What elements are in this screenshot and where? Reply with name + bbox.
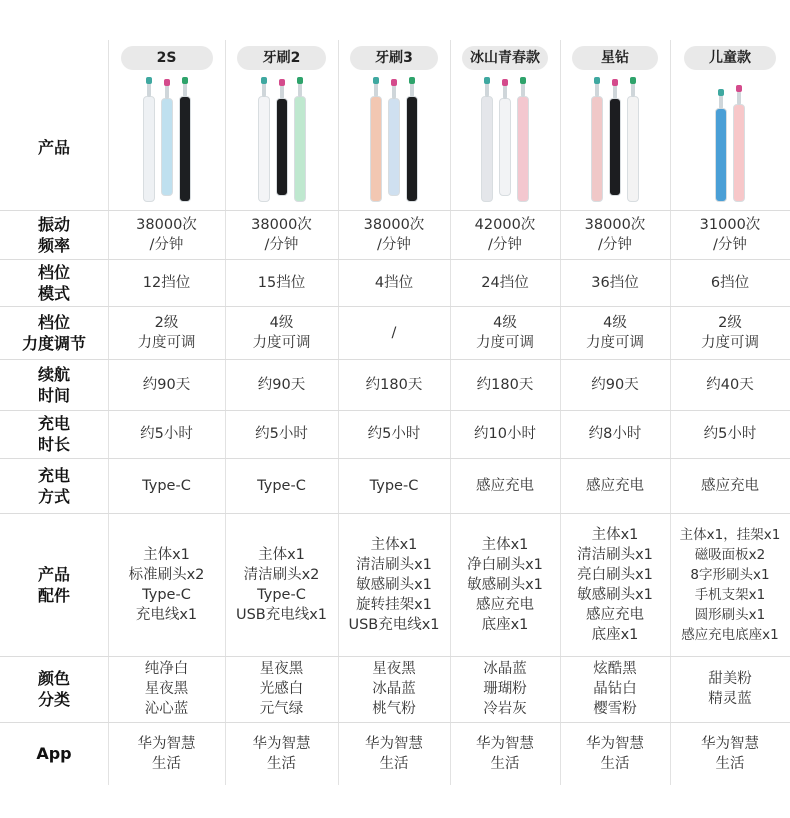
cell-force: 4级 力度可调 [252, 314, 311, 351]
cell-package: 主体x1，挂架x1 磁吸面板x2 8字形刷头x1 手机支架x1 圆形刷头x1 感应充电底座x1 [679, 526, 781, 643]
toothbrush-bristles [373, 77, 379, 84]
toothbrush-neck [165, 85, 169, 99]
cell-gear: 6挡位 [710, 274, 750, 291]
cell-app: 华为智慧 生活 [586, 735, 644, 772]
cell-app: 华为智慧 生活 [252, 735, 311, 772]
cell-app: 华为智慧 生活 [365, 735, 423, 772]
cell-colors: 星夜黑 冰晶蓝 桃气粉 [372, 661, 416, 717]
cell-battery: 约180天 [365, 376, 423, 393]
cell-charge-time: 约10小时 [474, 426, 536, 442]
toothbrush-neck [280, 85, 284, 99]
cell-charge-method: Type-C [257, 477, 306, 494]
toothbrush-bristles [502, 79, 508, 86]
row-label-gear: 档位 模式 [37, 262, 70, 303]
toothbrush-neck [613, 85, 617, 99]
row-label-charge-method: 充电 方式 [37, 465, 70, 506]
toothbrush-bristles [391, 79, 397, 86]
cell-force: 2级 力度可调 [701, 314, 759, 351]
row-label-product: 产品 [37, 137, 70, 157]
toothbrush-neck [374, 83, 378, 97]
product-image [450, 84, 560, 202]
column-header: 星钻 [572, 46, 658, 70]
product-image [560, 84, 670, 202]
toothbrush-bristles [261, 77, 267, 84]
toothbrush-neck [410, 83, 414, 97]
toothbrush-neck [298, 83, 302, 97]
cell-vibration: 38000次 /分钟 [584, 216, 646, 253]
toothbrush-neck [392, 85, 396, 99]
cell-package: 主体x1 清洁刷头x1 敏感刷头x1 旋转挂架x1 USB充电线x1 [348, 536, 440, 633]
cell-package: 主体x1 清洁刷头x2 Type-C USB充电线x1 [235, 546, 328, 623]
toothbrush-neck [595, 83, 599, 97]
toothbrush [258, 96, 270, 202]
toothbrush-bristles [279, 79, 285, 86]
cell-package: 主体x1 净白刷头x1 敏感刷头x1 感应充电 底座x1 [467, 536, 543, 633]
row-label-app: App [36, 744, 72, 763]
cell-vibration: 38000次 /分钟 [363, 216, 425, 253]
toothbrush [161, 98, 173, 196]
cell-charge-method: 感应充电 [701, 477, 759, 494]
toothbrush-neck [521, 83, 525, 97]
toothbrush-neck [631, 83, 635, 97]
toothbrush-bristles [297, 77, 303, 84]
column-header: 牙刷3 [350, 46, 438, 70]
cell-vibration: 38000次 /分钟 [251, 216, 312, 253]
cell-charge-time: 约5小时 [255, 426, 308, 442]
toothbrush-bristles [164, 79, 170, 86]
cell-colors: 星夜黑 光感白 元气绿 [259, 661, 304, 717]
toothbrush [591, 96, 603, 202]
toothbrush [406, 96, 418, 202]
product-image [670, 84, 790, 202]
cell-package: 主体x1 清洁刷头x1 亮白刷头x1 敏感刷头x1 感应充电 底座x1 [577, 526, 653, 643]
cell-charge-method: Type-C [142, 477, 191, 494]
cell-gear: 24挡位 [481, 274, 529, 291]
cell-colors: 冰晶蓝 珊瑚粉 冷岩灰 [483, 661, 527, 717]
cell-gear: 12挡位 [142, 274, 191, 291]
cell-colors: 甜美粉 精灵蓝 [708, 671, 752, 707]
toothbrush-bristles [520, 77, 526, 84]
product-image [108, 84, 225, 202]
cell-battery: 约90天 [142, 376, 191, 393]
cell-force: 4级 力度可调 [586, 314, 644, 351]
row-label-battery: 续航 时间 [37, 364, 70, 405]
toothbrush-bristles [630, 77, 636, 84]
cell-gear: 4挡位 [374, 274, 414, 291]
toothbrush-neck [737, 91, 741, 105]
column-header: 冰山青春款 [462, 46, 548, 70]
cell-colors: 纯净白 星夜黑 沁心蓝 [144, 661, 189, 717]
cell-vibration: 31000次 /分钟 [699, 216, 761, 253]
cell-force: / [391, 324, 397, 341]
cell-charge-time: 约5小时 [367, 426, 421, 442]
cell-charge-method: 感应充电 [586, 477, 644, 494]
column-header: 牙刷2 [237, 46, 326, 70]
toothbrush [294, 96, 306, 202]
cell-force: 2级 力度可调 [137, 314, 196, 351]
toothbrush-bristles [409, 77, 415, 84]
toothbrush [388, 98, 400, 196]
toothbrush-neck [503, 85, 507, 99]
toothbrush-neck [147, 83, 151, 97]
cell-app: 华为智慧 生活 [137, 735, 196, 772]
toothbrush-bristles [182, 77, 188, 84]
cell-charge-method: Type-C [369, 477, 419, 494]
toothbrush-bristles [736, 85, 742, 92]
row-label-charge-time: 充电 时长 [37, 414, 70, 454]
toothbrush [276, 98, 288, 196]
row-label-vibration: 振动 频率 [37, 214, 70, 255]
toothbrush-neck [485, 83, 489, 97]
column-header: 儿童款 [684, 46, 776, 70]
cell-charge-time: 约8小时 [588, 426, 642, 442]
toothbrush-bristles [612, 79, 618, 86]
row-label-force: 档位 力度调节 [21, 312, 86, 353]
cell-battery: 约40天 [706, 376, 754, 393]
toothbrush [715, 108, 727, 202]
cell-charge-time: 约5小时 [140, 426, 193, 442]
toothbrush [179, 96, 191, 202]
toothbrush [609, 98, 621, 196]
cell-colors: 炫酷黑 晶钻白 樱雪粉 [593, 661, 637, 717]
toothbrush-neck [262, 83, 266, 97]
row-label-colors: 颜色 分类 [37, 669, 70, 709]
toothbrush-bristles [594, 77, 600, 84]
toothbrush-neck [183, 83, 187, 97]
cell-battery: 约180天 [476, 376, 534, 393]
cell-gear: 36挡位 [591, 274, 639, 291]
toothbrush-bristles [484, 77, 490, 84]
toothbrush-bristles [146, 77, 152, 84]
cell-battery: 约90天 [257, 376, 306, 393]
toothbrush [733, 104, 745, 202]
cell-app: 华为智慧 生活 [476, 735, 534, 772]
toothbrush [143, 96, 155, 202]
toothbrush [517, 96, 529, 202]
cell-vibration: 38000次 /分钟 [136, 216, 197, 253]
cell-charge-method: 感应充电 [476, 477, 534, 494]
cell-battery: 约90天 [591, 376, 639, 393]
toothbrush [481, 96, 493, 202]
product-image [225, 84, 338, 202]
cell-vibration: 42000次 /分钟 [474, 216, 536, 253]
toothbrush [499, 98, 511, 196]
cell-force: 4级 力度可调 [476, 314, 534, 351]
product-image [338, 84, 450, 202]
toothbrush-bristles [718, 89, 724, 96]
toothbrush [627, 96, 639, 202]
cell-gear: 15挡位 [257, 274, 306, 291]
toothbrush-neck [719, 95, 723, 109]
cell-app: 华为智慧 生活 [701, 735, 759, 772]
toothbrush [370, 96, 382, 202]
column-header: 2S [121, 46, 213, 70]
row-label-package: 产品 配件 [37, 564, 70, 605]
cell-package: 主体x1 标准刷头x2 Type-C 充电线x1 [128, 546, 205, 623]
cell-charge-time: 约5小时 [703, 426, 757, 442]
